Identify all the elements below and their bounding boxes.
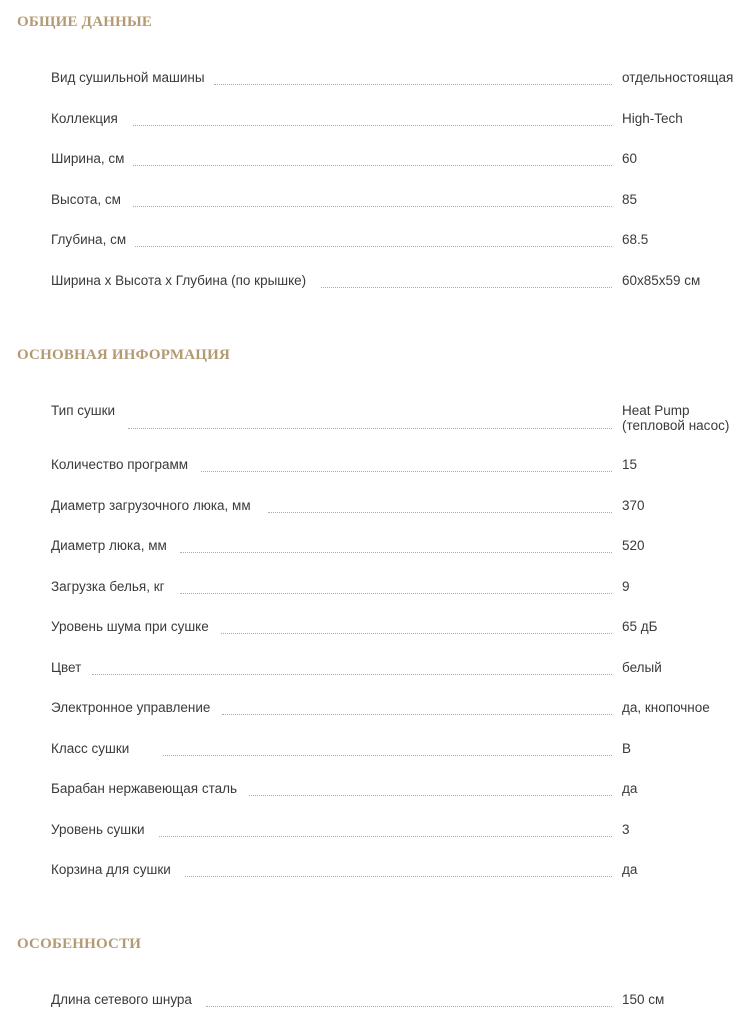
spec-value: да, кнопочное xyxy=(622,700,710,715)
dotted-leader xyxy=(180,552,612,553)
spec-value: белый xyxy=(622,660,662,675)
spec-row xyxy=(51,822,750,844)
spec-row xyxy=(51,700,750,722)
spec-label: Уровень сушки xyxy=(51,822,153,837)
spec-value: 520 xyxy=(622,538,645,553)
spec-row xyxy=(51,862,750,884)
spec-row xyxy=(51,151,750,173)
spec-row xyxy=(51,579,750,601)
dotted-leader xyxy=(133,125,612,126)
spec-row xyxy=(51,781,750,803)
spec-label: Диаметр загрузочного люка, мм xyxy=(51,498,259,513)
spec-row xyxy=(51,111,750,133)
dotted-leader xyxy=(222,714,612,715)
spec-label: Барабан нержавеющая сталь xyxy=(51,781,245,796)
spec-row xyxy=(51,619,750,641)
spec-value: 9 xyxy=(622,579,630,594)
spec-label: Коллекция xyxy=(51,111,126,126)
spec-value: High-Tech xyxy=(622,111,683,126)
spec-value: 3 xyxy=(622,822,630,837)
spec-label: Ширина x Высота x Глубина (по крышке) xyxy=(51,273,314,288)
section-title-features: ОСОБЕННОСТИ xyxy=(17,936,142,952)
spec-row xyxy=(51,232,750,254)
dotted-leader xyxy=(185,876,612,877)
spec-label: Диаметр люка, мм xyxy=(51,538,175,553)
spec-row xyxy=(51,992,750,1014)
section-title-general: ОБЩИЕ ДАННЫЕ xyxy=(17,14,153,30)
dotted-leader xyxy=(206,1006,612,1007)
spec-label: Электронное управление xyxy=(51,700,218,715)
spec-label: Тип сушки xyxy=(51,403,123,418)
spec-label: Глубина, см xyxy=(51,232,134,247)
spec-value: отдельностоящая xyxy=(622,70,734,85)
spec-value: B xyxy=(622,741,632,756)
spec-row xyxy=(51,498,750,520)
spec-row xyxy=(51,457,750,479)
spec-row xyxy=(51,70,750,92)
spec-value: 60 xyxy=(622,151,638,166)
spec-value: Heat Pump (тепловой насос) xyxy=(622,403,730,433)
spec-value: да xyxy=(622,781,638,796)
spec-value: 370 xyxy=(622,498,645,513)
dotted-leader xyxy=(133,206,612,207)
spec-row xyxy=(51,273,750,295)
spec-value: 68.5 xyxy=(622,232,649,247)
spec-value: 15 xyxy=(622,457,638,472)
spec-label: Длина сетевого шнура xyxy=(51,992,200,1007)
spec-value: да xyxy=(622,862,638,877)
spec-value: 60x85x59 см xyxy=(622,273,701,288)
dotted-leader xyxy=(133,165,612,166)
spec-value: 65 дБ xyxy=(622,619,658,634)
spec-label: Корзина для сушки xyxy=(51,862,179,877)
spec-label: Загрузка белья, кг xyxy=(51,579,173,594)
spec-value: 85 xyxy=(622,192,638,207)
spec-label: Класс сушки xyxy=(51,741,137,756)
spec-value: 150 см xyxy=(622,992,665,1007)
spec-label: Вид сушильной машины xyxy=(51,70,213,85)
spec-row xyxy=(51,741,750,763)
spec-label: Уровень шума при сушке xyxy=(51,619,217,634)
dotted-leader xyxy=(201,471,612,472)
spec-row xyxy=(51,192,750,214)
dotted-leader xyxy=(163,755,612,756)
dotted-leader xyxy=(133,246,612,247)
dotted-leader xyxy=(321,287,612,288)
dotted-leader xyxy=(268,512,612,513)
spec-label: Цвет xyxy=(51,660,89,675)
dotted-leader xyxy=(128,428,612,429)
dotted-leader xyxy=(159,836,612,837)
spec-row xyxy=(51,538,750,560)
spec-label: Количество программ xyxy=(51,457,196,472)
dotted-leader xyxy=(92,674,612,675)
spec-row xyxy=(51,403,750,433)
spec-row xyxy=(51,660,750,682)
dotted-leader xyxy=(249,795,612,796)
dotted-leader xyxy=(221,633,612,634)
dotted-leader xyxy=(180,593,612,594)
section-title-main-info: ОСНОВНАЯ ИНФОРМАЦИЯ xyxy=(17,347,231,363)
spec-label: Ширина, см xyxy=(51,151,132,166)
dotted-leader xyxy=(214,84,612,85)
spec-label: Высота, см xyxy=(51,192,129,207)
